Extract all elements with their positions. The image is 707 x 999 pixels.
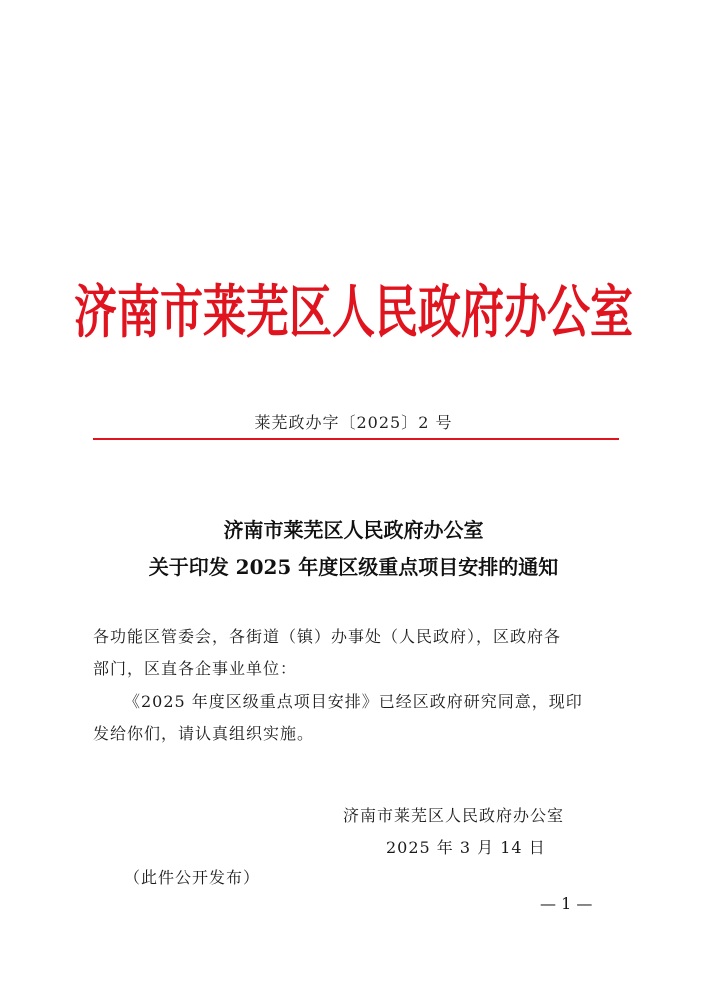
title-line-1: 济南市莱芜区人民政府办公室 bbox=[223, 518, 484, 542]
signature-date: 2025 年 3 月 14 日 bbox=[386, 838, 546, 857]
document-number: 莱芜政办字〔2025〕2 号 bbox=[254, 413, 453, 432]
addressee-line-2: 部门，区直各企事业单位： bbox=[93, 659, 298, 678]
red-divider bbox=[93, 438, 619, 440]
title-line-2: 关于印发 2025 年度区级重点项目安排的通知 bbox=[148, 555, 559, 579]
body-paragraph-line-2: 发给你们，请认真组织实施。 bbox=[93, 724, 315, 743]
signature-issuer: 济南市莱芜区人民政府办公室 bbox=[343, 806, 565, 825]
addressee-line-1: 各功能区管委会，各街道（镇）办事处（人民政府），区政府各 bbox=[93, 627, 562, 646]
masthead-issuer: 济南市莱芜区人民政府办公室 bbox=[74, 279, 633, 346]
body-paragraph-line-1: 《2025 年度区级重点项目安排》已经区政府研究同意，现印 bbox=[124, 692, 583, 711]
page-number: — 1 — bbox=[540, 894, 593, 913]
public-release-note: （此件公开发布） bbox=[124, 868, 261, 887]
